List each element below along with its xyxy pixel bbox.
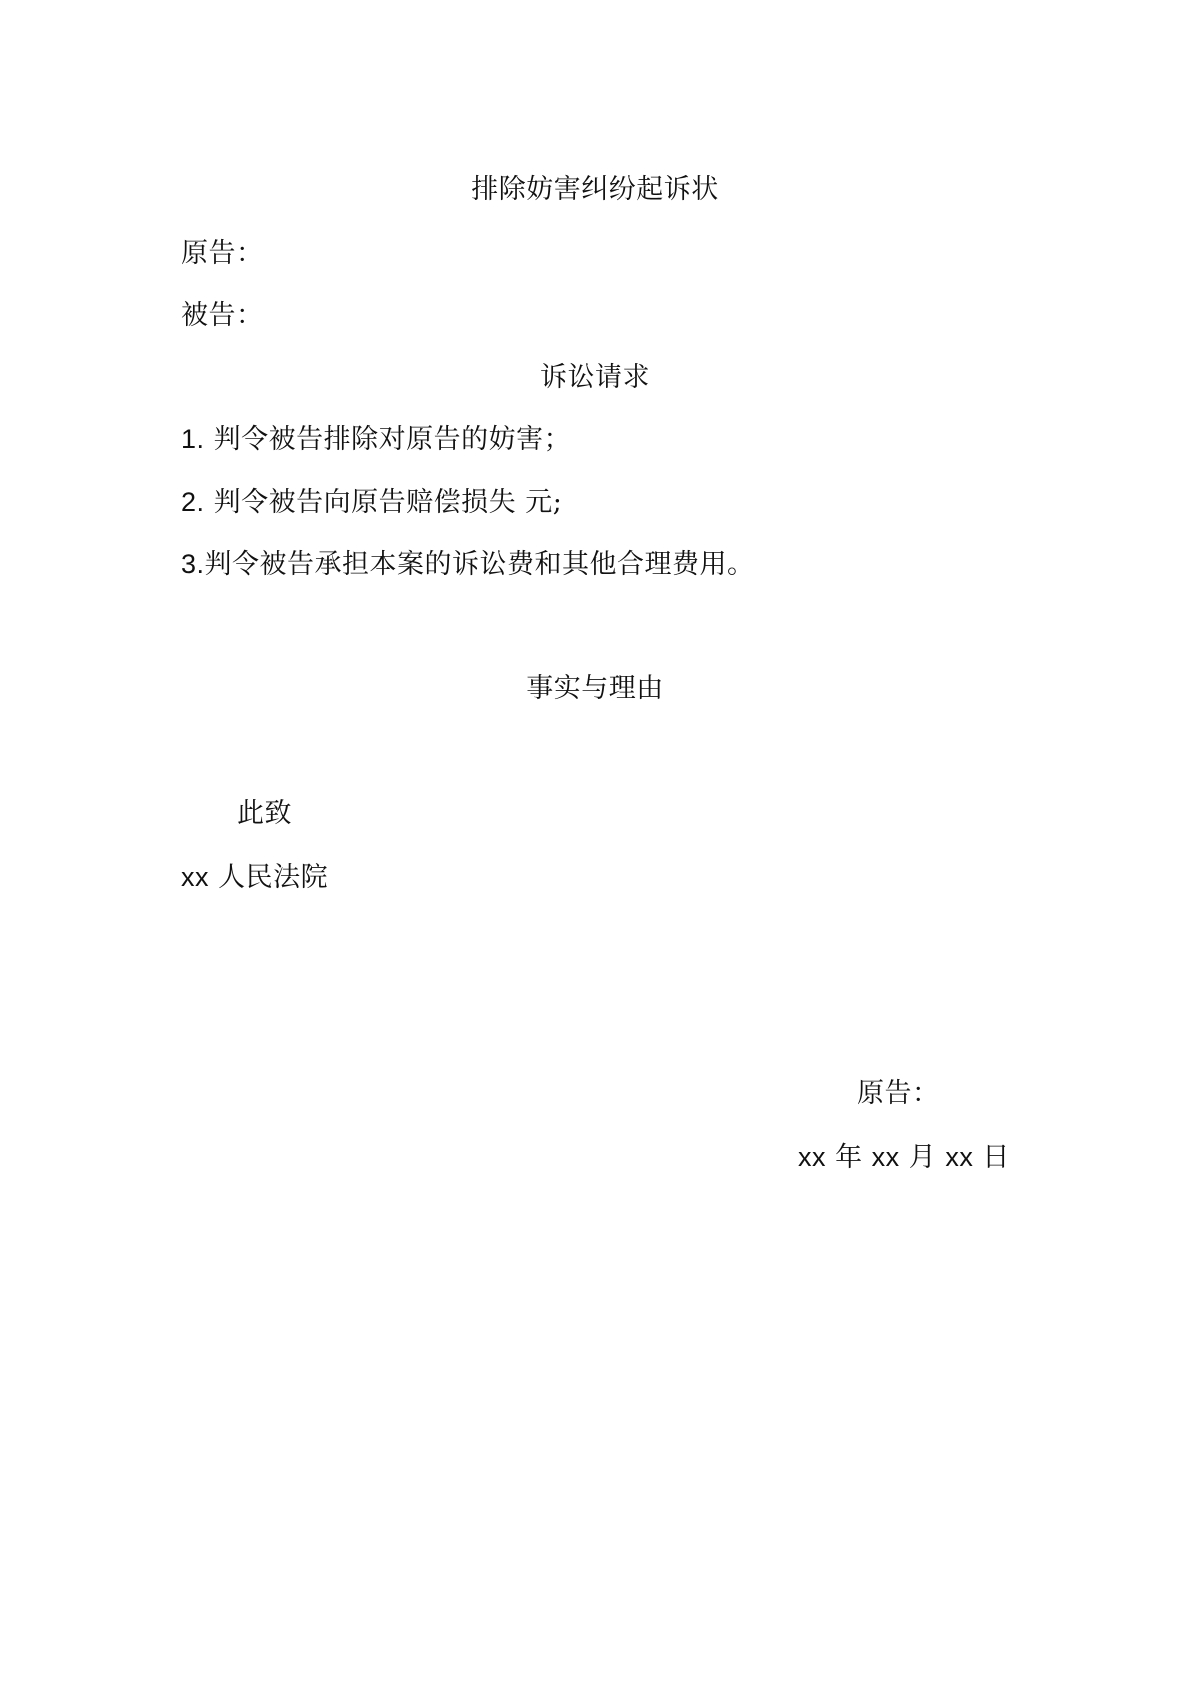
claim-text: 判令被告排除对原告的妨害； [204, 424, 572, 455]
claims-heading: 诉讼请求 [540, 362, 650, 393]
date-month-unit: 月 [899, 1142, 946, 1173]
date-month-value: xx [871, 1142, 900, 1172]
claim-text: 判令被告向原告赔偿损失 元; [204, 487, 563, 518]
defendant-label: 被告： [181, 300, 264, 331]
date-day-value: xx [945, 1142, 974, 1172]
signature-plaintiff-label: 原告： [857, 1078, 940, 1109]
plaintiff-label: 原告： [181, 238, 264, 269]
date-year-unit: 年 [826, 1142, 872, 1173]
date-year-value: xx [798, 1142, 826, 1172]
claim-text: 判令被告承担本案的诉讼费和其他合理费用。 [204, 549, 755, 580]
date-day-unit: 日 [973, 1142, 1010, 1173]
document-title: 排除妨害纠纷起诉状 [471, 174, 719, 205]
claim-item-2 [181, 484, 562, 521]
claim-number: 3. [181, 549, 205, 579]
court-prefix: xx [181, 862, 209, 892]
signature-date [798, 1139, 1010, 1176]
claim-number: 1. [181, 424, 205, 454]
court-name-text: 人民法院 [209, 862, 329, 893]
salutation: 此致 [237, 798, 292, 829]
claim-item-1 [181, 421, 571, 458]
claim-number: 2. [181, 487, 205, 517]
court-name [181, 859, 328, 896]
claim-item-3 [181, 546, 755, 583]
facts-heading: 事实与理由 [526, 673, 664, 704]
